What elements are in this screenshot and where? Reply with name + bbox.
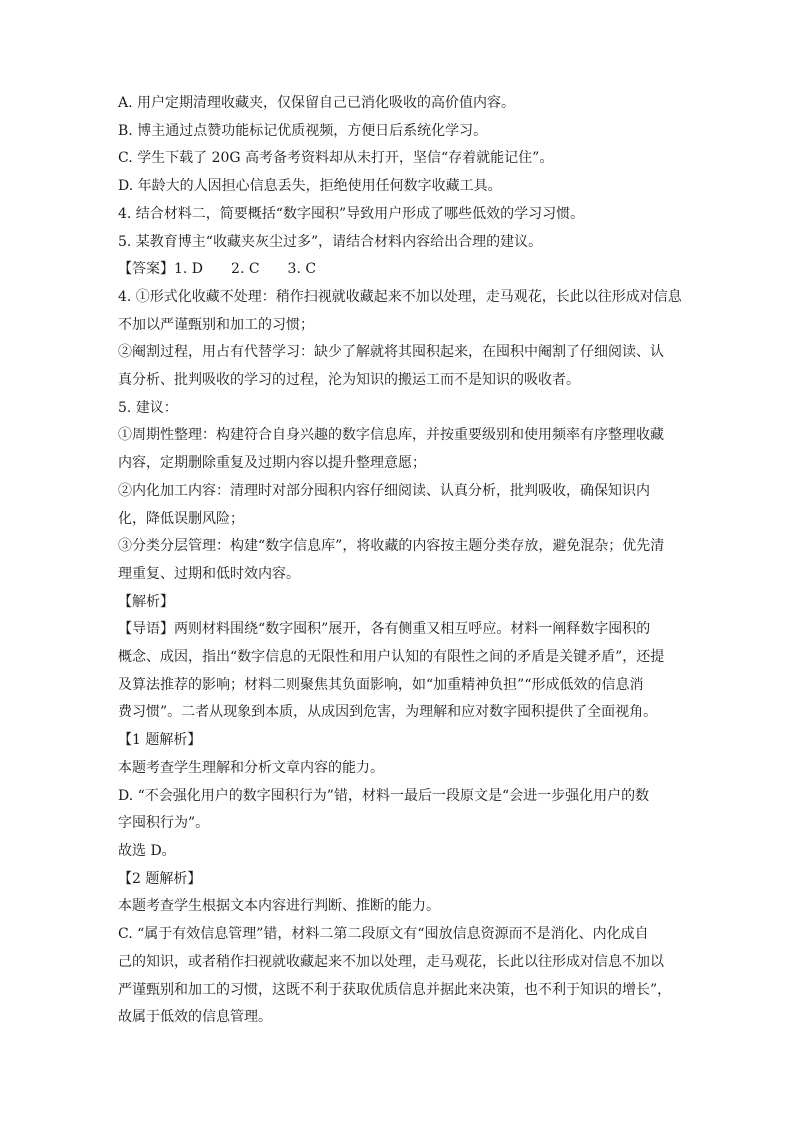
guide-paragraph: 费习惯”。二者从现象到本质，从成因到危害，为理解和应对数字囤积提供了全面视角。 — [118, 704, 658, 721]
answer-heading: 【答案】1. D 2. C 3. C — [118, 261, 317, 278]
answer-5-line: 理重复、过期和低时效内容。 — [118, 565, 300, 582]
q1-analysis-line: 本题考查学生理解和分析文章内容的能力。 — [118, 759, 384, 776]
q1-analysis-line: 字囤积行为”。 — [118, 815, 210, 832]
option-c: C. 学生下载了 20G 高考备考资料却从未打开，坚信“存着就能记住”。 — [118, 150, 554, 167]
answer-5-line: ②内化加工内容：清理时对部分囤积内容仔细阅读、认真分析，批判吸收，确保知识内 — [118, 482, 650, 499]
answer-5-line: ①周期性整理：构建符合自身兴趣的数字信息库，并按重要级别和使用频率有序整理收藏 — [118, 427, 664, 444]
answer-4-line: 4. ①形式化收藏不处理：稍作扫视就收藏起来不加以处理，走马观花，长此以往形成对信息 — [118, 288, 682, 305]
guide-paragraph: 及算法推荐的影响；材料二则聚焦其负面影响，如“加重精神负担”“形成低效的信息消 — [118, 676, 644, 693]
q1-analysis-line: D. “不会强化用户的数字囤积行为”错，材料一最后一段原文是“会进一步强化用户的数 — [118, 787, 650, 804]
answer-4-line: 不加以严谨甄别和加工的习惯； — [118, 316, 314, 333]
answer-5-heading: 5. 建议： — [118, 399, 178, 416]
question-5: 5. 某教育博主“收藏夹灰尘过多”，请结合材料内容给出合理的建议。 — [118, 233, 543, 250]
q1-analysis-heading: 【1 题解析】 — [118, 732, 202, 749]
answer-5-line: 化，降低误删风险； — [118, 510, 244, 527]
q2-analysis-line: 己的知识，或者稍作扫视就收藏起来不加以处理，走马观花，长此以往形成对信息不加以 — [118, 953, 664, 970]
q2-analysis-line: C. “属于有效信息管理”错，材料二第二段原文有“囤放信息资源而不是消化、内化成自 — [118, 926, 649, 943]
guide-paragraph: 【导语】两则材料围绕“数字囤积”展开，各有侧重又相互呼应。材料一阐释数字囤积的 — [118, 621, 651, 638]
q2-analysis-line: 严谨甄别和加工的习惯，这既不利于获取优质信息并据此来决策，也不利于知识的增长”， — [118, 981, 672, 998]
answer-4-line: 真分析、批判吸收的学习的过程，沦为知识的搬运工而不是知识的吸收者。 — [118, 372, 580, 389]
option-b: B. 博主通过点赞功能标记优质视频，方便日后系统化学习。 — [118, 122, 488, 139]
guide-paragraph: 概念、成因，指出“数字信息的无限性和用户认知的有限性之间的矛盾是关键矛盾”，还提 — [118, 649, 665, 666]
q2-analysis-line: 故属于低效的信息管理。 — [118, 1009, 272, 1026]
answer-5-line: 内容，定期删除重复及过期内容以提升整理意愿； — [118, 455, 426, 472]
q1-analysis-line: 故选 D。 — [118, 842, 176, 859]
answer-5-line: ③分类分层管理：构建“数字信息库”，将收藏的内容按主题分类存放，避免混杂；优先清 — [118, 538, 665, 555]
option-d: D. 年龄大的人因担心信息丢失，拒绝使用任何数字收藏工具。 — [118, 178, 502, 195]
answer-4-line: ②阉割过程，用占有代替学习：缺少了解就将其囤积起来，在囤积中阉割了仔细阅读、认 — [118, 344, 664, 361]
question-4: 4. 结合材料二，简要概括“数字囤积”导致用户形成了哪些低效的学习习惯。 — [118, 205, 585, 222]
q2-analysis-line: 本题考查学生根据文本内容进行判断、推断的能力。 — [118, 898, 440, 915]
q2-analysis-heading: 【2 题解析】 — [118, 870, 202, 887]
option-a: A. 用户定期清理收藏夹，仅保留自己已消化吸收的高价值内容。 — [118, 95, 516, 111]
analysis-heading: 【解析】 — [118, 593, 174, 610]
